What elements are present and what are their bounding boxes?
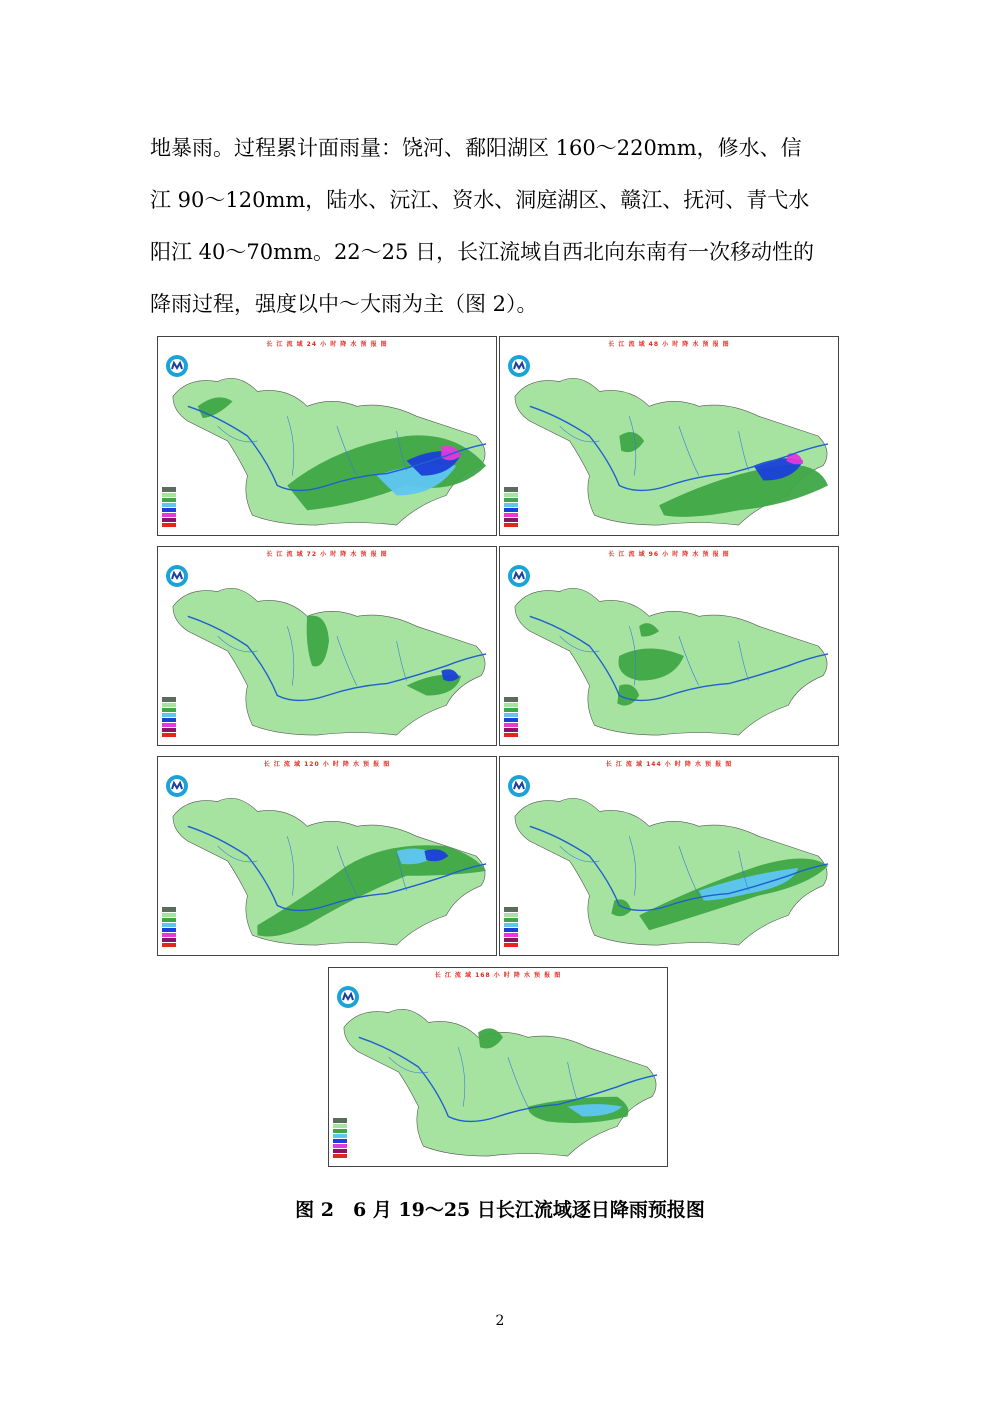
figure-caption: 图 2 6 月 19～25 日长江流域逐日降雨预报图 bbox=[295, 1199, 705, 1221]
map-title: 长 江 流 域 120 小 时 降 水 预 报 图 bbox=[263, 761, 391, 768]
agency-logo bbox=[506, 353, 532, 379]
forecast-map-panel bbox=[157, 546, 497, 746]
paragraph-line: 江 90～120mm，陆水、沅江、资水、洞庭湖区、赣江、抚河、青弋水 bbox=[150, 188, 810, 212]
map-title: 长 江 流 域 144 小 时 降 水 预 报 图 bbox=[605, 761, 733, 768]
agency-logo bbox=[335, 984, 361, 1010]
forecast-map-panel bbox=[499, 546, 839, 746]
map-title: 长 江 流 域 72 小 时 降 水 预 报 图 bbox=[266, 551, 388, 558]
agency-logo bbox=[164, 563, 190, 589]
rainfall-legend bbox=[162, 487, 176, 528]
forecast-map-panel bbox=[499, 756, 839, 956]
agency-logo bbox=[506, 563, 532, 589]
forecast-map-panel bbox=[499, 336, 839, 536]
map-title: 长 江 流 域 168 小 时 降 水 预 报 图 bbox=[434, 972, 562, 979]
rainfall-legend bbox=[504, 907, 518, 948]
basin-map bbox=[158, 757, 496, 955]
rainfall-legend bbox=[504, 487, 518, 528]
agency-logo bbox=[506, 773, 532, 799]
forecast-map-panel bbox=[328, 967, 668, 1167]
rainfall-legend bbox=[333, 1118, 347, 1159]
agency-logo bbox=[164, 353, 190, 379]
basin-map bbox=[158, 547, 496, 745]
agency-logo bbox=[164, 773, 190, 799]
basin-map bbox=[500, 547, 838, 745]
basin-map bbox=[500, 757, 838, 955]
map-title: 长 江 流 域 96 小 时 降 水 预 报 图 bbox=[608, 551, 730, 558]
forecast-map-panel bbox=[157, 756, 497, 956]
rainfall-legend bbox=[162, 697, 176, 738]
page-number: 2 bbox=[495, 1313, 505, 1329]
basin-map bbox=[500, 337, 838, 535]
paragraph-line: 地暴雨。过程累计面雨量：饶河、鄱阳湖区 160～220mm，修水、信 bbox=[150, 136, 802, 160]
rainfall-legend bbox=[504, 697, 518, 738]
forecast-map-panel bbox=[157, 336, 497, 536]
rainfall-legend bbox=[162, 907, 176, 948]
paragraph-line: 阳江 40～70mm。22～25 日，长江流域自西北向东南有一次移动性的 bbox=[150, 240, 815, 264]
basin-map bbox=[329, 968, 667, 1166]
body-paragraph bbox=[150, 122, 860, 330]
paragraph-line: 降雨过程，强度以中～大雨为主（图 2）。 bbox=[150, 292, 538, 316]
map-title: 长 江 流 域 48 小 时 降 水 预 报 图 bbox=[608, 341, 730, 348]
map-title: 长 江 流 域 24 小 时 降 水 预 报 图 bbox=[266, 341, 388, 348]
basin-map bbox=[158, 337, 496, 535]
